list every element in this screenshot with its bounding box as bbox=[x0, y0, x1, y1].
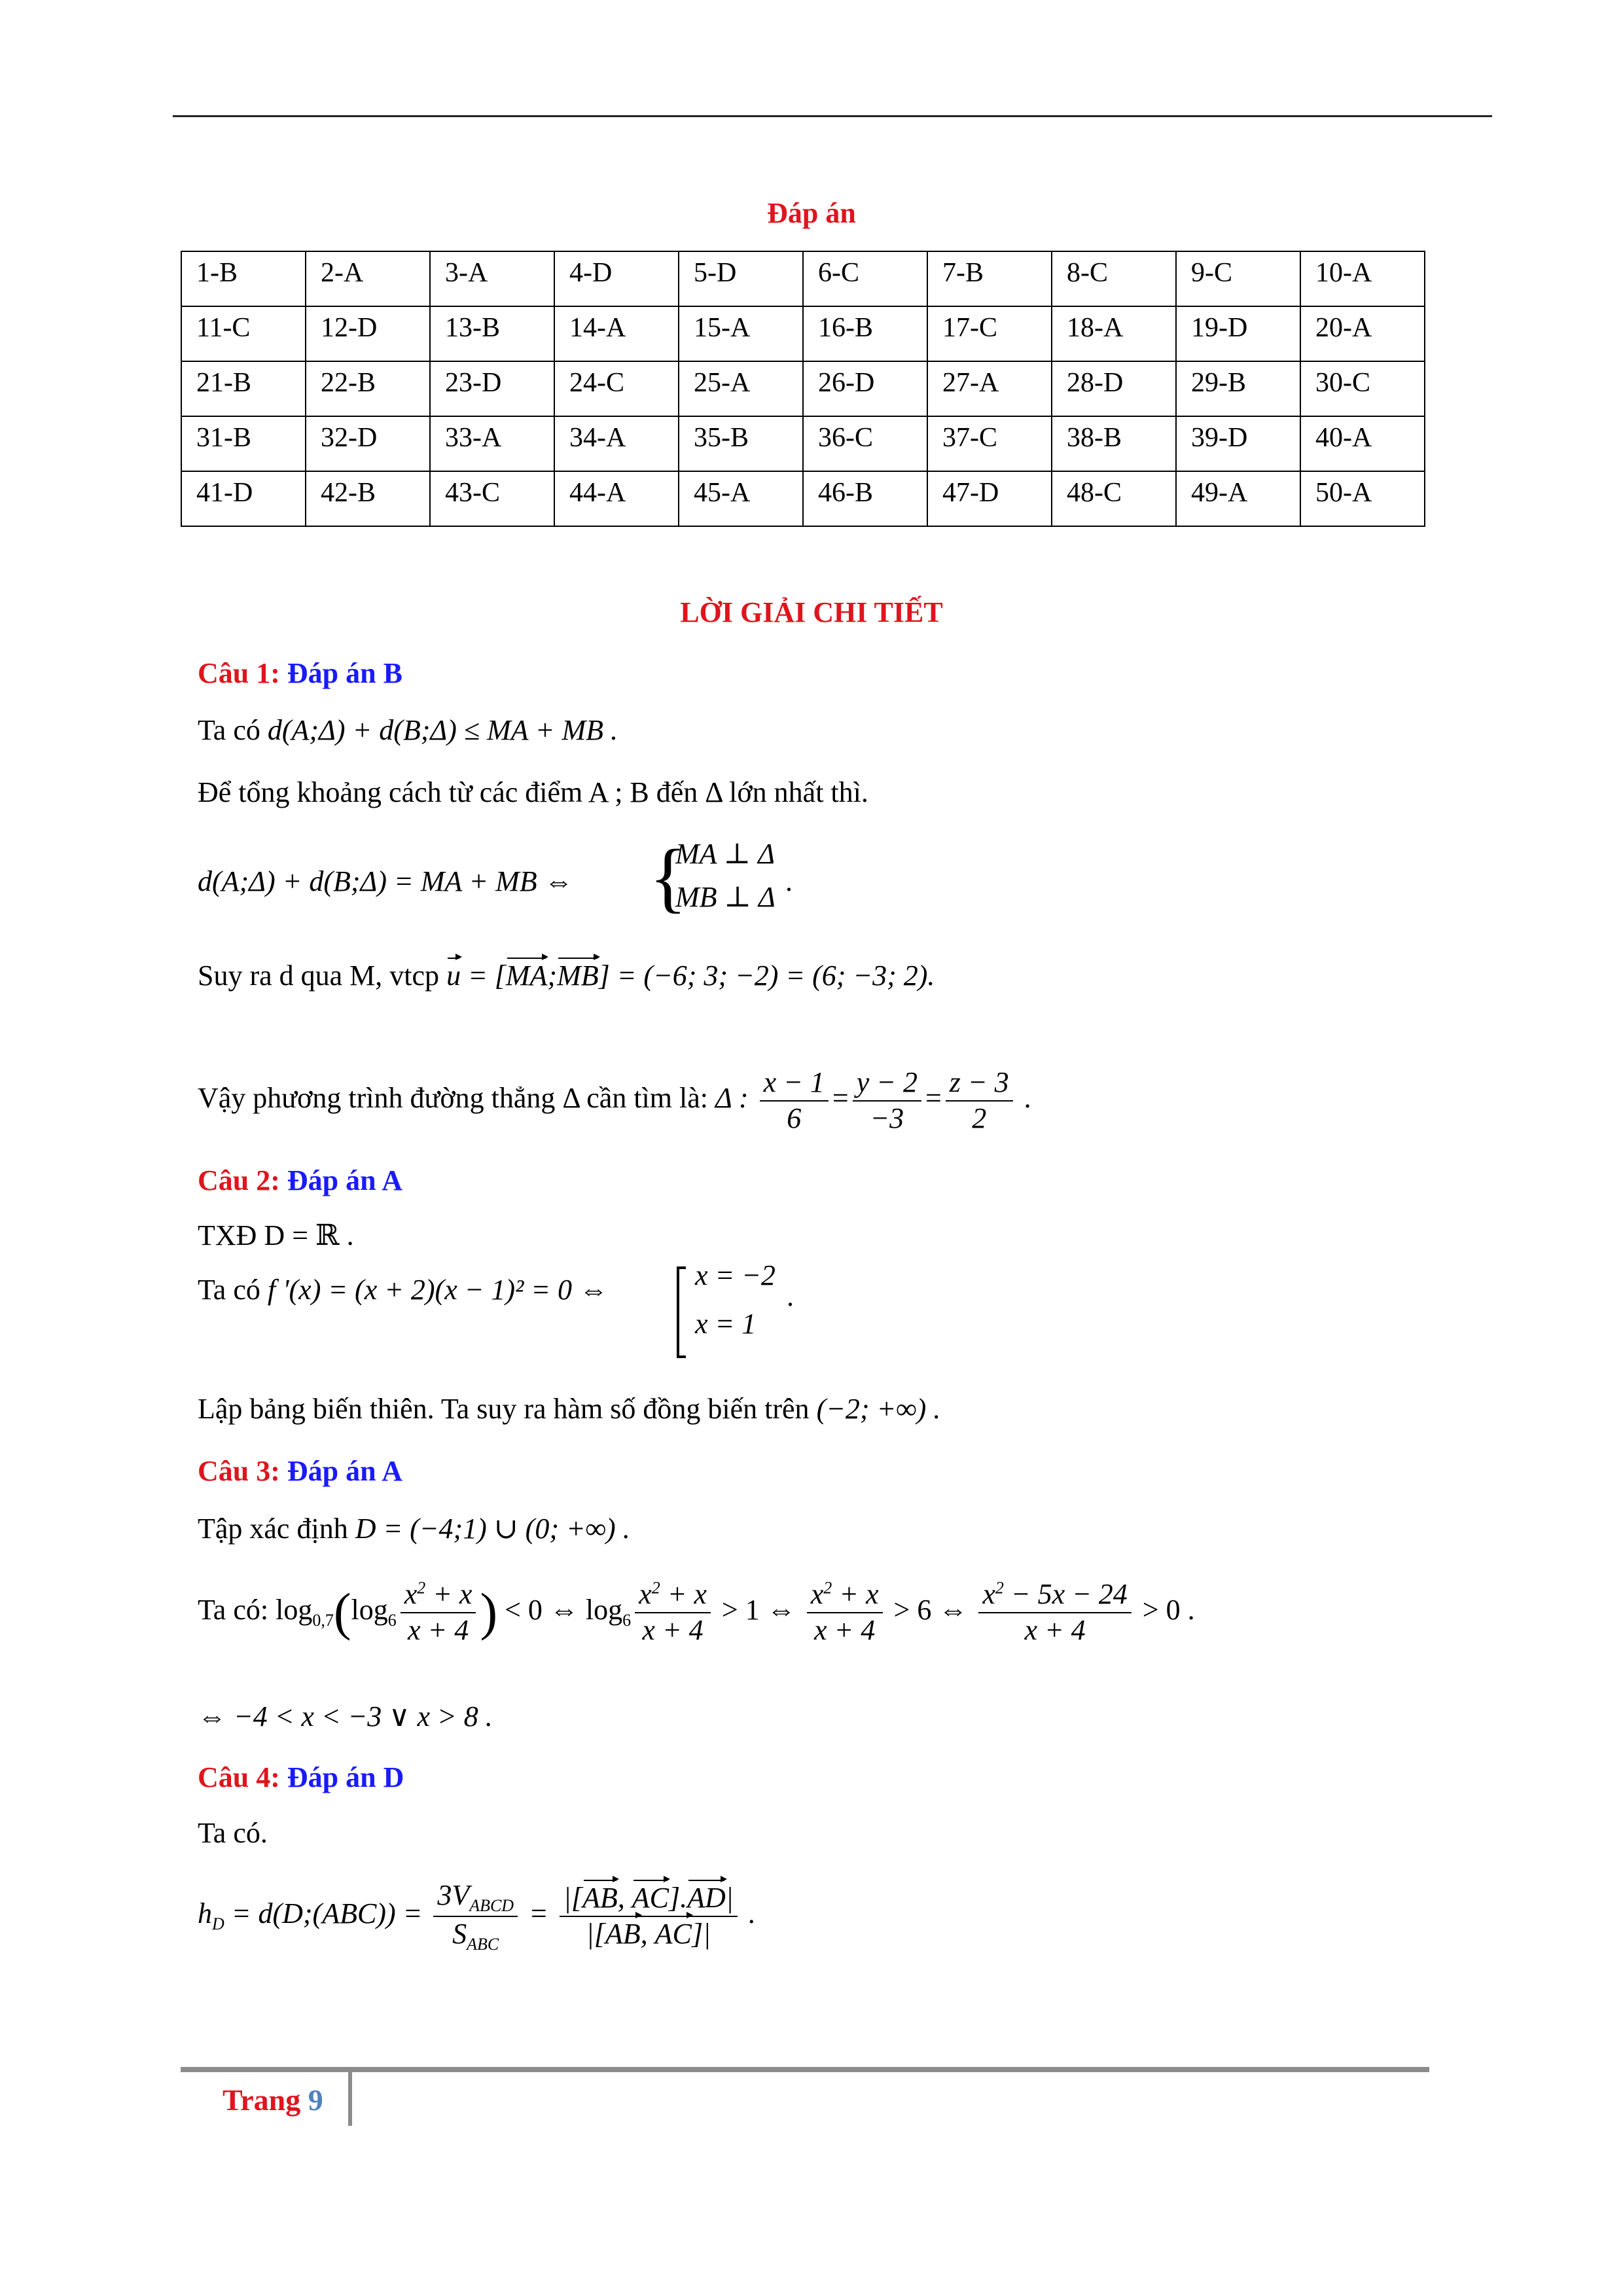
q1-line2: Để tổng khoảng cách từ các điểm A ; B đến Δ lớn nhất thì. bbox=[198, 776, 868, 808]
answer-cell: 4-D bbox=[554, 251, 679, 306]
question-answer: Đáp án A bbox=[287, 1455, 402, 1487]
q1-line5: Vậy phương trình đường thẳng Δ cần tìm là: Δ : $\frac{x - 1}{6}$ = $\frac{y - 2}{-3}$ = $\frac{z - 3}{2}$ . bbox=[198, 1066, 1031, 1136]
delta-label: Δ : bbox=[715, 1081, 749, 1114]
answer-cell: 31-B bbox=[181, 416, 306, 471]
answer-cell: 35-B bbox=[679, 416, 803, 471]
q3-line1-text: Tập xác định bbox=[198, 1513, 348, 1545]
q3-line2 bbox=[198, 1577, 1195, 1648]
fraction-x bbox=[760, 1066, 829, 1136]
answer-cell: 3-A bbox=[430, 251, 554, 306]
answer-cell: 5-D bbox=[679, 251, 803, 306]
fraction-y bbox=[853, 1066, 921, 1136]
section-title: LỜI GIẢI CHI TIẾT bbox=[680, 596, 943, 628]
q2-line2-math: f '(x) = (x + 2)(x − 1)² = 0 ⇔ bbox=[267, 1274, 608, 1306]
answer-cell: 47-D bbox=[927, 471, 1052, 526]
answer-cell: 13-B bbox=[430, 306, 554, 361]
answer-cell: 14-A bbox=[554, 306, 679, 361]
q2-line3-text: Lập bảng biến thiên. Ta suy ra hàm số đồng biến trên bbox=[198, 1393, 810, 1425]
question-4-heading bbox=[198, 1761, 404, 1794]
answer-cell: 17-C bbox=[927, 306, 1052, 361]
q4-formula: $h_D$ = d(D;(ABC)) = $\frac{3V_{ABCD}}{S_{ABC}}$ = $\frac{|[AB, AC].AD|}{|[AB, AC]|}$ . bbox=[198, 1879, 756, 1954]
answer-cell: 42-B bbox=[306, 471, 430, 526]
q1-line3-math: d(A;Δ) + d(B;Δ) = MA + MB ⇔ bbox=[198, 865, 573, 897]
answer-cell: 32-D bbox=[306, 416, 430, 471]
table-row bbox=[181, 471, 1425, 526]
vector-u: u = [MA;MB] bbox=[446, 960, 610, 992]
page-number: 9 bbox=[308, 2083, 323, 2117]
answer-cell: 8-C bbox=[1052, 251, 1176, 306]
question-number: Câu 3: bbox=[198, 1455, 280, 1487]
page-footer bbox=[223, 2083, 323, 2117]
answer-cell: 38-B bbox=[1052, 416, 1176, 471]
q2-line3 bbox=[198, 1392, 940, 1426]
answer-cell: 21-B bbox=[181, 361, 306, 416]
answer-cell: 24-C bbox=[554, 361, 679, 416]
answer-cell: 36-C bbox=[803, 416, 927, 471]
answer-cell: 7-B bbox=[927, 251, 1052, 306]
system-brace: { bbox=[649, 833, 687, 920]
answer-cell: 26-D bbox=[803, 361, 927, 416]
answer-cell: 29-B bbox=[1176, 361, 1300, 416]
answer-cell: 50-A bbox=[1300, 471, 1425, 526]
answer-cell: 48-C bbox=[1052, 471, 1176, 526]
footer-divider bbox=[348, 2070, 352, 2126]
answer-key-table bbox=[181, 251, 1425, 527]
answer-cell: 41-D bbox=[181, 471, 306, 526]
answer-cell: 1-B bbox=[181, 251, 306, 306]
table-row bbox=[181, 251, 1425, 306]
q1-line1-math: d(A;Δ) + d(B;Δ) ≤ MA + MB . bbox=[267, 714, 618, 746]
q2-line2-text: Ta có bbox=[198, 1274, 260, 1306]
answer-cell: 44-A bbox=[554, 471, 679, 526]
answer-cell: 43-C bbox=[430, 471, 554, 526]
q3-line1-math: D = (−4;1) ∪ (0; +∞) . bbox=[355, 1513, 630, 1545]
answer-cell: 20-A bbox=[1300, 306, 1425, 361]
answer-cell: 34-A bbox=[554, 416, 679, 471]
answer-cell: 2-A bbox=[306, 251, 430, 306]
table-row bbox=[181, 361, 1425, 416]
case-bracket bbox=[677, 1266, 679, 1358]
q2-line2: Ta có f '(x) = (x + 2)(x − 1)² = 0 ⇔ x = −2 x = 1 . bbox=[198, 1273, 608, 1371]
q4-line1: Ta có. bbox=[198, 1817, 268, 1849]
question-answer: Đáp án D bbox=[287, 1761, 404, 1793]
question-number: Câu 1: bbox=[198, 657, 280, 689]
table-row bbox=[181, 416, 1425, 471]
question-1-heading bbox=[198, 656, 402, 690]
fraction-z-num: z − 3 bbox=[946, 1066, 1013, 1102]
answer-cell: 22-B bbox=[306, 361, 430, 416]
q3-inequality: $\log_{0,7}(\log_6$ $\frac{x^2 + x}{x + 4}$ ) < 0 ⇔ $\log_6$ $\frac{x^2 + x}{x + 4}$ > 1 ⇔ $\frac{x^2 + x}{x + 4}$ > 6 ⇔ $\frac{x^2 - 5x - 24}{x + 4}$ > 0 . bbox=[276, 1578, 1195, 1646]
q1-line4-text: Suy ra d qua M, vtcp bbox=[198, 960, 440, 992]
answer-cell: 19-D bbox=[1176, 306, 1300, 361]
q1-system-eq2: MB ⊥ Δ bbox=[675, 881, 776, 913]
answer-cell: 49-A bbox=[1176, 471, 1300, 526]
answer-cell: 16-B bbox=[803, 306, 927, 361]
top-rule bbox=[173, 115, 1492, 117]
fraction-x-num: x − 1 bbox=[760, 1066, 829, 1102]
q2-line3-math: (−2; +∞) . bbox=[816, 1393, 941, 1425]
answer-cell: 28-D bbox=[1052, 361, 1176, 416]
answer-cell: 45-A bbox=[679, 471, 803, 526]
q1-system-eq1: MA ⊥ Δ bbox=[675, 838, 775, 870]
page-label: Trang bbox=[223, 2083, 301, 2117]
q2-case2: x = 1 bbox=[695, 1308, 757, 1340]
footer-rule bbox=[181, 2067, 1429, 2072]
answer-cell: 18-A bbox=[1052, 306, 1176, 361]
table-row bbox=[181, 306, 1425, 361]
question-number: Câu 2: bbox=[198, 1164, 280, 1196]
q1-line5-text: Vậy phương trình đường thẳng Δ cần tìm là: bbox=[198, 1081, 708, 1114]
question-answer: Đáp án B bbox=[287, 657, 402, 689]
answer-key-title: Đáp án bbox=[767, 197, 856, 229]
q3-line3-math: ⇔ −4 < x < −3 ∨ x > 8 . bbox=[198, 1700, 493, 1732]
answer-cell: 6-C bbox=[803, 251, 927, 306]
q1-line4 bbox=[198, 959, 935, 992]
answer-cell: 11-C bbox=[181, 306, 306, 361]
answer-cell: 33-A bbox=[430, 416, 554, 471]
q1-line1 bbox=[198, 713, 618, 747]
answer-cell: 39-D bbox=[1176, 416, 1300, 471]
fraction-y-num: y − 2 bbox=[853, 1066, 921, 1102]
q2-case1: x = −2 bbox=[695, 1259, 776, 1291]
answer-cell: 27-A bbox=[927, 361, 1052, 416]
q3-line1 bbox=[198, 1512, 630, 1545]
answer-cell: 46-B bbox=[803, 471, 927, 526]
fraction-y-den: −3 bbox=[870, 1102, 904, 1134]
fraction-x-den: 6 bbox=[787, 1102, 802, 1134]
period: . bbox=[785, 865, 793, 897]
q3-line2-text: Ta có: bbox=[198, 1593, 269, 1626]
q4-line2 bbox=[198, 1878, 756, 1954]
question-answer: Đáp án A bbox=[287, 1164, 402, 1196]
answer-cell: 15-A bbox=[679, 306, 803, 361]
answer-cell: 23-D bbox=[430, 361, 554, 416]
answer-cell: 40-A bbox=[1300, 416, 1425, 471]
q1-line1-text: Ta có bbox=[198, 714, 260, 746]
question-number: Câu 4: bbox=[198, 1761, 280, 1793]
answer-cell: 30-C bbox=[1300, 361, 1425, 416]
fraction-z bbox=[946, 1066, 1013, 1136]
answer-cell: 25-A bbox=[679, 361, 803, 416]
question-2-heading bbox=[198, 1164, 402, 1197]
question-3-heading bbox=[198, 1454, 402, 1488]
fraction-z-den: 2 bbox=[972, 1102, 987, 1134]
answer-cell: 12-D bbox=[306, 306, 430, 361]
q3-line3 bbox=[198, 1700, 493, 1733]
q2-line1: TXĐ D = ℝ . bbox=[198, 1219, 354, 1251]
q1-line4-math: = (−6; 3; −2) = (6; −3; 2). bbox=[616, 960, 935, 992]
answer-cell: 9-C bbox=[1176, 251, 1300, 306]
answer-cell: 10-A bbox=[1300, 251, 1425, 306]
answer-cell: 37-C bbox=[927, 416, 1052, 471]
